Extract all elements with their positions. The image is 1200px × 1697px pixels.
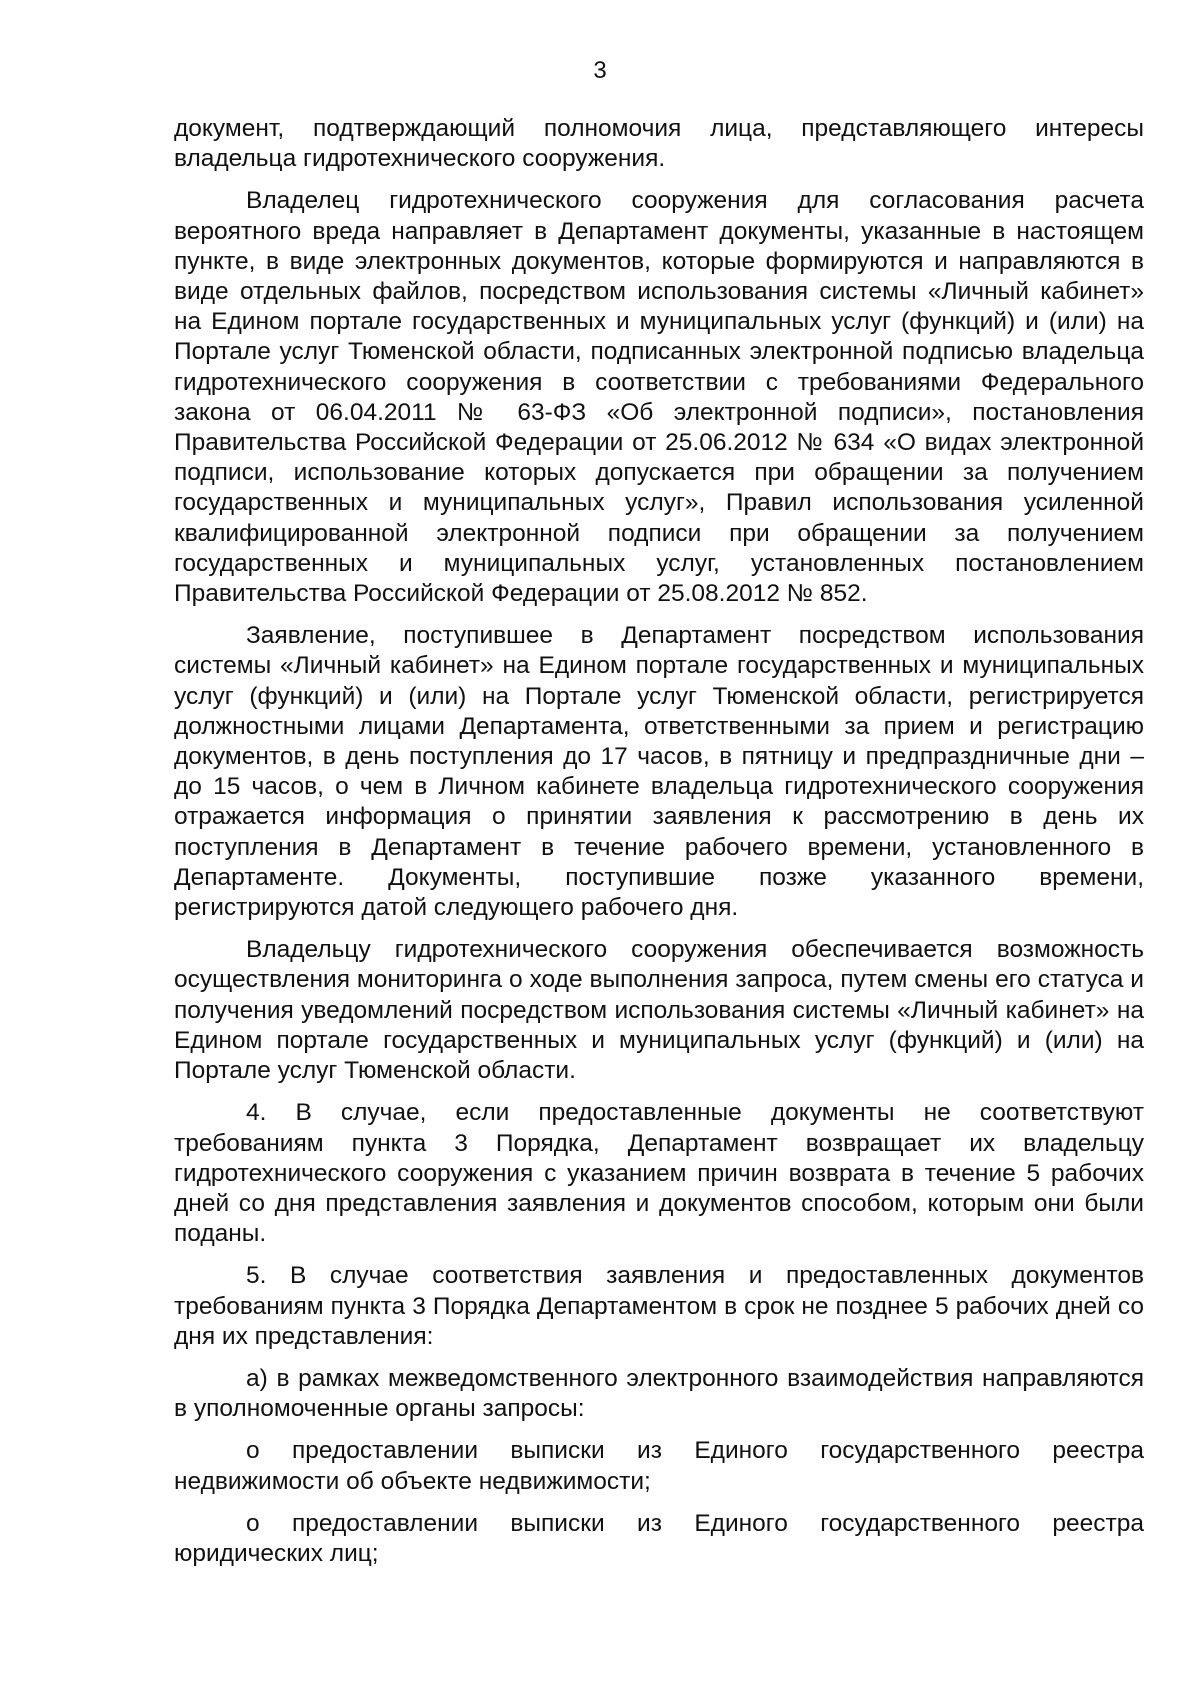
paragraph-electronic-submission: Владелец гидротехнического сооружения для согласования расчета вероятного вреда направляет в Департамент документы, указанные в настоящем пункте, в виде электронных документов, которые формируются и направляются в виде отдельных файлов, посредством использования системы «Личный кабинет» на Едином портале государственных и муниципальных услуг (функций) и (или) на Портале услуг Тюменской области, подписанных электронной подписью владельца гидротехнического сооружения в соответствии с требованиями Федерального закона от 06.04.2011 № 63-ФЗ «Об электронной подписи», постановления Правительства Российской Федерации от 25.06.2012 № 634 «О видах электронной подписи, использование которых допускается при обращении за получением государственных и муниципальных услуг», Правил использования усиленной квалифицированной электронной подписи при обращении за получением государственных и муниципальных услуг, установленных постановлением Правительства Российской Федерации от 25.08.2012 № 852. xyxy=(174,187,1144,608)
paragraph-authority-document: документ, подтверждающий полномочия лица, представляющего интересы владельца гидротехнического сооружения. xyxy=(174,115,1144,173)
paragraph-request-monitoring: Владельцу гидротехнического сооружения обеспечивается возможность осуществления мониторинга о ходе выполнения запроса, путем смены его статуса и получения уведомлений посредством использования системы «Личный кабинет» на Едином портале государственных и муниципальных услуг (функций) и (или) на Портале услуг Тюменской области. xyxy=(174,936,1144,1085)
paragraph-clause-5: 5. В случае соответствия заявления и предоставленных документов требованиям пункта 3 Порядка Департаментом в срок не позднее 5 рабочих дней со дня их представления: xyxy=(174,1262,1144,1350)
paragraph-clause-5a: а) в рамках межведомственного электронного взаимодействия направляются в уполномоченные органы запросы: xyxy=(174,1364,1144,1423)
paragraph-request-real-estate-registry: о предоставлении выписки из Единого государственного реестра недвижимости об объекте недвижимости; xyxy=(174,1437,1144,1495)
paragraph-request-legal-entities-registry: о предоставлении выписки из Единого государственного реестра юридических лиц; xyxy=(174,1509,1144,1567)
paragraph-application-registration: Заявление, поступившее в Департамент посредством использования системы «Личный кабинет» на Едином портале государственных и муниципальных услуг (функций) и (или) на Портале услуг Тюменской области, регистрируется должностными лицами Департамента, ответственными за прием и регистрацию документов, в день поступления до 17 часов, в пятницу и предпраздничные дни – до 15 часов, о чем в Личном кабинете владельца гидротехнического сооружения отражается информация о принятии заявления к рассмотрению в день их поступления в Департамент в течение рабочего времени, установленного в Департаменте. Документы, поступившие позже указанного времени, регистрируются датой следующего рабочего дня. xyxy=(174,622,1144,922)
paragraph-clause-4: 4. В случае, если предоставленные документы не соответствуют требованиям пункта 3 Порядка, Департамент возвращает их владельцу гидротехнического сооружения с указанием причин возврата в течение 5 рабочих дней со дня представления заявления и документов способом, которым они были поданы. xyxy=(174,1099,1144,1248)
document-body xyxy=(174,114,1144,1569)
page-number: 3 xyxy=(593,57,607,84)
